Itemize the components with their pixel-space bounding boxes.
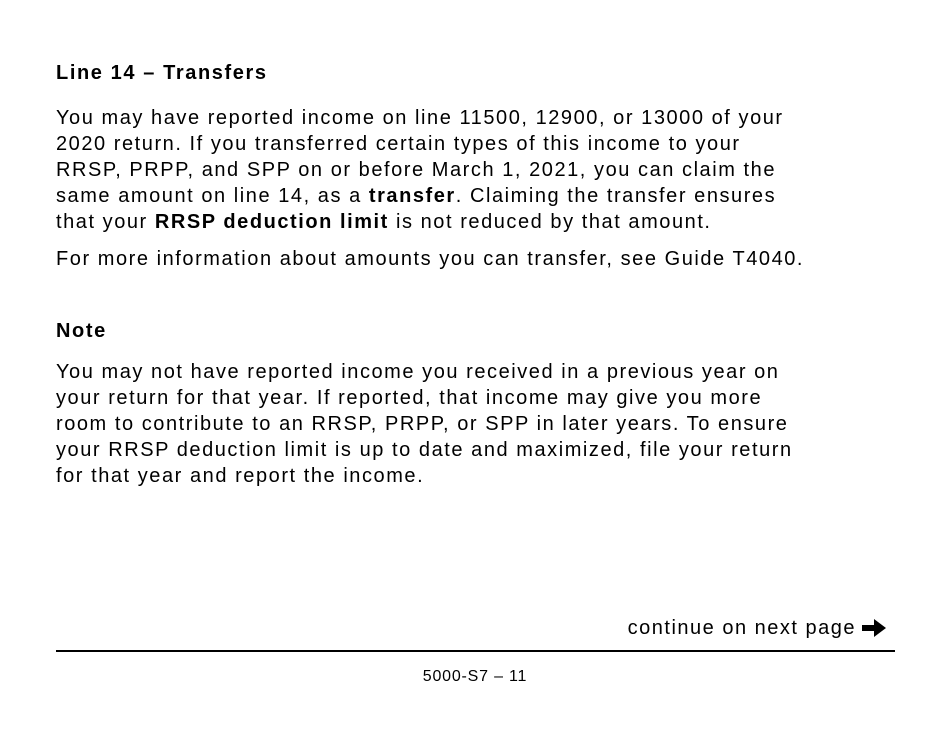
note-line-3: room to contribute to an RRSP, PRPP, or SPP in later years. To ensure [56,413,789,435]
continue-text: continue on next page [627,616,856,639]
transfers-line-2: 2020 return. If you transferred certain types of this income to your [56,133,741,155]
footer-divider [56,650,895,652]
note-paragraph [56,359,793,489]
note-heading: Note [56,320,107,342]
transfers-heading: Line 14 – Transfers [56,62,268,84]
transfers-line-5 [56,209,784,235]
transfers-line-4-start: same amount on line 14, as a [56,185,369,207]
transfers-paragraph [56,105,784,235]
note-line-1: You may not have reported income you received in a previous year on [56,361,780,383]
transfers-line-4 [56,183,784,209]
transfers-line-1: You may have reported income on line 11500, 12900, or 13000 of your [56,107,784,129]
transfers-line-5-start: that your [56,211,155,233]
arrow-right-icon [860,616,888,640]
continue-next-page [628,616,888,640]
transfers-line-4-end: . Claiming the transfer ensures [455,185,777,207]
note-line-5: for that year and report the income. [56,465,425,487]
note-line-4: your RRSP deduction limit is up to date and maximized, file your return [56,439,793,461]
more-info-paragraph: For more information about amounts you can transfer, see Guide T4040. [56,248,805,270]
transfers-line-3: RRSP, PRPP, and SPP on or before March 1, 2021, you can claim the [56,159,776,181]
rrsp-deduction-limit-term: RRSP deduction limit [154,211,389,233]
transfer-term: transfer [368,185,456,207]
transfers-line-5-end: is not reduced by that amount. [388,211,712,233]
note-line-2: your return for that year. If reported, that income may give you more [56,387,763,409]
page-number: 5000-S7 – 11 [422,668,528,685]
